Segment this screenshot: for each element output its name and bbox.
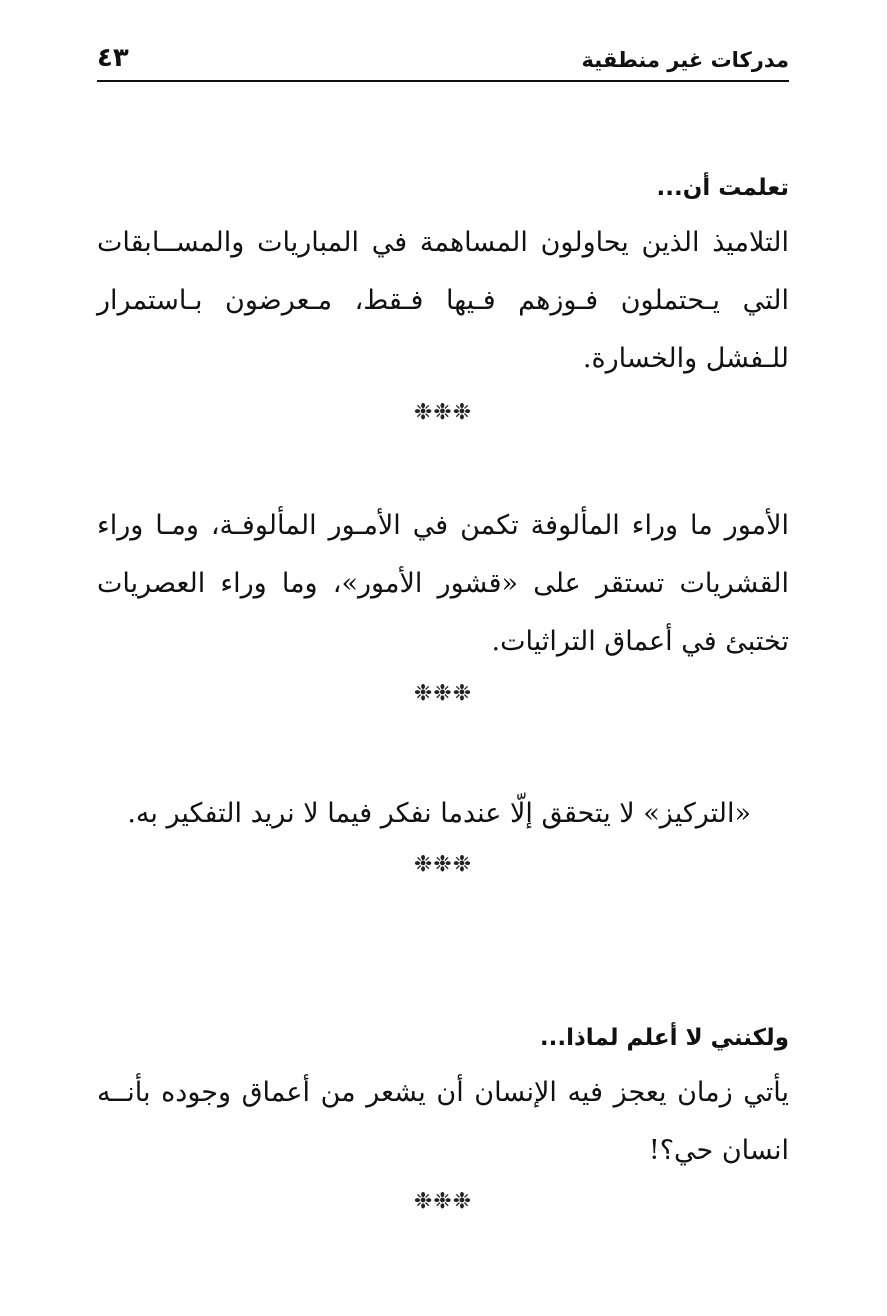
section-heading-learned: تعلمت أن... — [656, 175, 789, 201]
paragraph-familiar-things: الأمور ما وراء المألوفة تكمن في الأمـور المألوفـة، ومـا وراء القشريات تستقر على «قشور الأمور»، وما وراء العصريات تختبئ في أعماق التراثيات. — [97, 510, 789, 657]
paragraph-students: التلاميذ الذين يحاولون المساهمة في المباريات والمســابقات التي يـحتملون فـوزهم فـيها فـقط، مـعرضون بـاستمرار للـفشل والخسارة. — [97, 227, 789, 374]
page-number: ٤٣ — [97, 43, 129, 73]
paragraph-focus: «التركيز» لا يتحقق إلّا عندما نفكر فيما لا نريد التفكير به. — [127, 798, 751, 829]
asterism-separator: ❉❉❉ — [413, 852, 473, 877]
asterism-separator: ❉❉❉ — [413, 400, 473, 425]
asterism-separator: ❉❉❉ — [413, 1189, 473, 1214]
paragraph-human-alive: يأتي زمان يعجز فيه الإنسان أن يشعر من أعماق وجوده بأنــه انسان حي؟! — [97, 1077, 789, 1166]
section-heading-dont-know-why: ولكنني لا أعلم لماذا... — [539, 1025, 789, 1051]
asterism-separator: ❉❉❉ — [413, 681, 473, 706]
page-header — [97, 42, 789, 82]
running-title: مدركات غير منطقية — [581, 48, 789, 72]
book-page — [97, 0, 789, 1316]
